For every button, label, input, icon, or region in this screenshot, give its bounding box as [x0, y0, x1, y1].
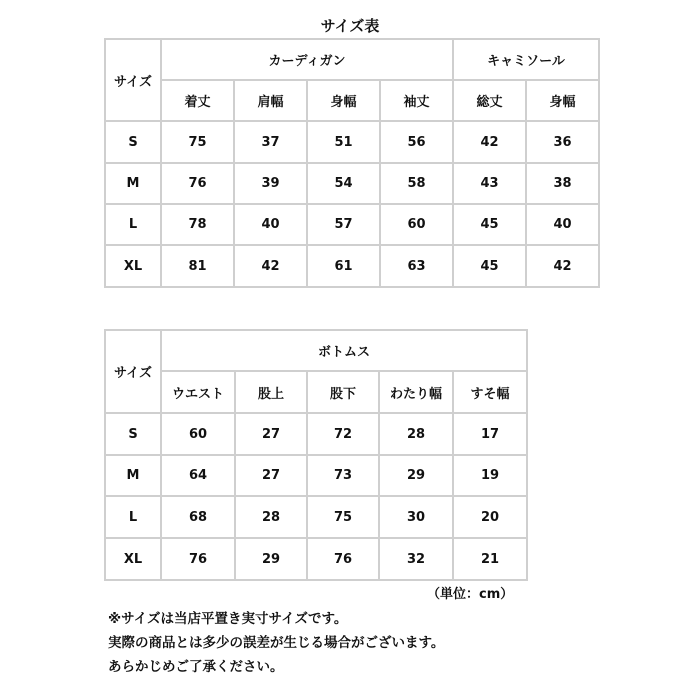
size-header: サイズ [105, 39, 161, 121]
column-header: 身幅 [307, 80, 380, 121]
table-cell: 78 [161, 204, 234, 245]
table-cell: 81 [161, 245, 234, 287]
column-header: 股上 [235, 371, 307, 413]
table-row [105, 413, 527, 455]
table-row [105, 163, 599, 204]
size-label: L [105, 496, 161, 538]
table-cell: 45 [453, 204, 526, 245]
table-cell: 29 [379, 455, 453, 496]
table-cell: 37 [234, 121, 307, 163]
table-cell: 75 [307, 496, 379, 538]
group-header-bottoms: ボトムス [161, 330, 527, 371]
note-line: ※サイズは当店平置き実寸サイズです。 [108, 611, 348, 627]
page-title: サイズ表 [320, 17, 380, 35]
table-row [105, 245, 599, 287]
column-header: 総丈 [453, 80, 526, 121]
notes [108, 607, 444, 679]
size-header: サイズ [105, 330, 161, 413]
size-table-bottoms [104, 329, 528, 581]
column-header: 着丈 [161, 80, 234, 121]
table-cell: 54 [307, 163, 380, 204]
column-header: 股下 [307, 371, 379, 413]
table-row [105, 455, 527, 496]
table-cell: 42 [453, 121, 526, 163]
size-label: XL [105, 245, 161, 287]
table-cell: 45 [453, 245, 526, 287]
table-cell: 73 [307, 455, 379, 496]
table-cell: 60 [161, 413, 235, 455]
note-line: 実際の商品とは多少の誤差が生じる場合がございます。 [108, 635, 445, 651]
table-cell: 61 [307, 245, 380, 287]
size-table-tops [104, 38, 600, 288]
table-cell: 39 [234, 163, 307, 204]
table-row [105, 121, 599, 163]
table-cell: 28 [379, 413, 453, 455]
table-cell: 72 [307, 413, 379, 455]
table-cell: 43 [453, 163, 526, 204]
table-cell: 42 [526, 245, 599, 287]
size-label: M [105, 163, 161, 204]
table-cell: 56 [380, 121, 453, 163]
table-cell: 17 [453, 413, 527, 455]
table-cell: 76 [161, 163, 234, 204]
table-cell: 64 [161, 455, 235, 496]
table-cell: 40 [234, 204, 307, 245]
table-cell: 36 [526, 121, 599, 163]
size-label: S [105, 121, 161, 163]
column-header: すそ幅 [453, 371, 527, 413]
column-header: 身幅 [526, 80, 599, 121]
table-cell: 29 [235, 538, 307, 580]
table-cell: 51 [307, 121, 380, 163]
table-cell: 57 [307, 204, 380, 245]
table-cell: 38 [526, 163, 599, 204]
table-cell: 27 [235, 455, 307, 496]
table-cell: 19 [453, 455, 527, 496]
table-cell: 76 [307, 538, 379, 580]
table-row [105, 204, 599, 245]
group-header-cardigan: カーディガン [161, 39, 453, 80]
table-cell: 63 [380, 245, 453, 287]
table-cell: 40 [526, 204, 599, 245]
table-cell: 42 [234, 245, 307, 287]
size-label: XL [105, 538, 161, 580]
table-cell: 32 [379, 538, 453, 580]
note-line: あらかじめご了承ください。 [108, 659, 284, 675]
table-cell: 28 [235, 496, 307, 538]
size-label: S [105, 413, 161, 455]
table-cell: 27 [235, 413, 307, 455]
table-cell: 75 [161, 121, 234, 163]
size-label: M [105, 455, 161, 496]
table-cell: 68 [161, 496, 235, 538]
column-header: ウエスト [161, 371, 235, 413]
table-cell: 30 [379, 496, 453, 538]
table-cell: 58 [380, 163, 453, 204]
group-header-camisole: キャミソール [453, 39, 599, 80]
unit-label: （単位：cm） [427, 587, 514, 602]
column-header: 袖丈 [380, 80, 453, 121]
column-header: 肩幅 [234, 80, 307, 121]
table-row [105, 496, 527, 538]
table-row [105, 538, 527, 580]
table-cell: 21 [453, 538, 527, 580]
size-label: L [105, 204, 161, 245]
table-cell: 20 [453, 496, 527, 538]
table-cell: 76 [161, 538, 235, 580]
column-header: わたり幅 [379, 371, 453, 413]
table-cell: 60 [380, 204, 453, 245]
